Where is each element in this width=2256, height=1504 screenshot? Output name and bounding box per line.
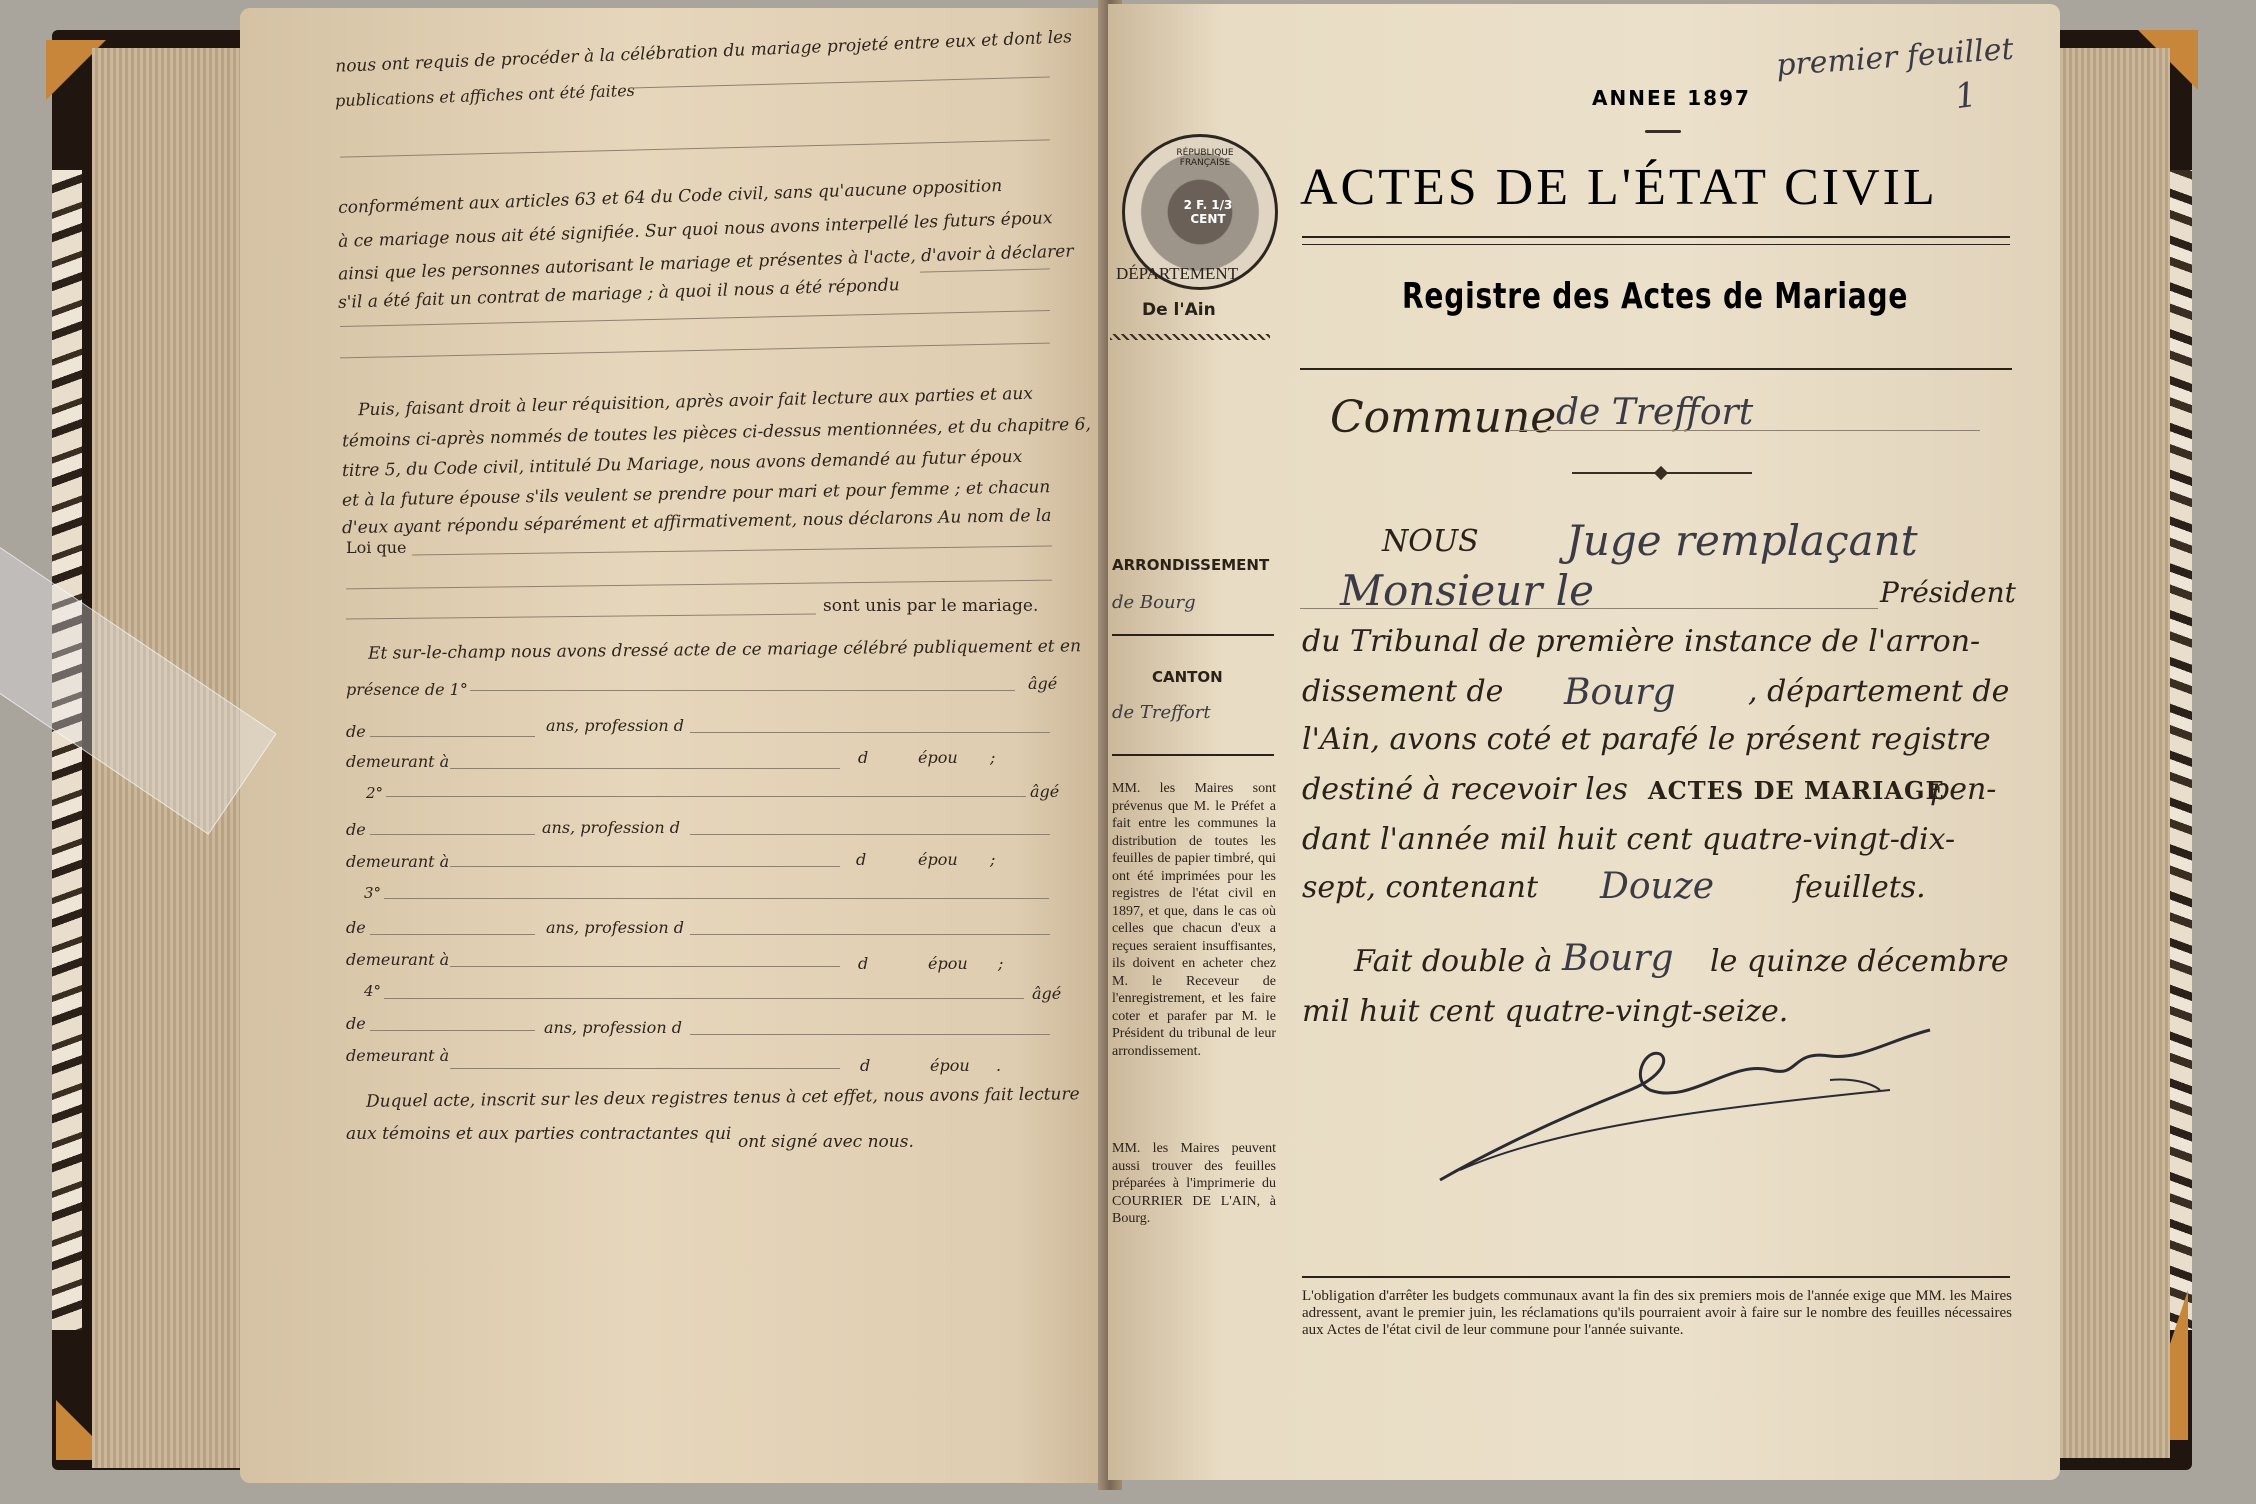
sidebar-note-prefets: MM. les Maires sont prévenus que M. le Préfet a fait entre les communes la distribution de toutes les feuilles de papier timbré, qui ont été imprimées pour les registres de l'état civil en 1897, et que, dans le cas où celles que chacun d'eux a reçues seraient insuffisantes, ils doivent en acheter chez M. le Receveur de l'enregistrement, et les faire coter et parafer par M. le Président du tribunal de leur arrondissement. <box>1112 781 1276 1059</box>
label-witness-3: 3° <box>364 884 382 902</box>
rule <box>450 866 840 867</box>
signature <box>1430 1020 1950 1200</box>
rule <box>1112 634 1274 636</box>
body-line4b: , département de <box>1748 674 2010 709</box>
year-heading: ANNEE 1897 <box>1592 86 1751 110</box>
handwritten-annotation: premier feuillet <box>1775 31 2015 84</box>
body-line6a: destiné à recevoir les <box>1302 772 1628 807</box>
body-line9a: Fait double à <box>1354 944 1553 979</box>
label-semicolon: ; <box>990 850 996 869</box>
label-d: d <box>858 954 869 973</box>
rule <box>450 966 840 967</box>
label-ans-profession: ans, profession d <box>546 918 684 937</box>
label-demeurant: demeurant à <box>346 1046 450 1065</box>
label-witness-2: 2° <box>366 784 384 802</box>
body-line4-handwritten: Bourg <box>1564 672 1676 713</box>
commune-label: Commune <box>1330 392 1557 443</box>
label-epou: épou <box>930 1056 970 1075</box>
stamp-zigzag <box>1110 334 1270 340</box>
body-line4a: dissement de <box>1302 674 1504 709</box>
rule <box>384 898 1049 899</box>
rule <box>690 1034 1050 1035</box>
left-line-7: Puis, faisant droit à leur réquisition, après avoir fait lecture aux parties et aux <box>357 383 1034 421</box>
label-period: . <box>996 1056 1002 1075</box>
body-line7: dant l'année mil huit cent quatre-vingt-dix- <box>1302 822 1956 857</box>
body-line8-handwritten: Douze <box>1600 866 1714 907</box>
page-edges-right <box>2060 48 2170 1458</box>
left-line-13: sont unis par le mariage. <box>823 596 1039 616</box>
body-line6b: ACTES DE MARIAGE <box>1648 776 1945 805</box>
label-d: d <box>860 1056 871 1075</box>
stamp-ring-text: RÉPUBLIQUE FRANÇAISE <box>1176 148 1234 168</box>
label-de: de <box>346 1014 366 1033</box>
label-age: âgé <box>1030 782 1060 801</box>
body-nous-handwritten: Juge remplaçant <box>1566 516 1918 565</box>
commune-value-handwritten: de Treffort <box>1556 392 1754 433</box>
stamp-dept-name: De l'Ain <box>1142 300 1216 320</box>
rule <box>384 998 1024 999</box>
label-semicolon: ; <box>990 748 996 767</box>
left-line-8: témoins ci-après nommés de toutes les pièces ci-dessus mentionnées, et du chapitre 6, <box>341 414 1092 452</box>
label-demeurant: demeurant à <box>346 752 450 771</box>
left-line-18: ont signé avec nous. <box>738 1132 914 1152</box>
label-demeurant: demeurant à <box>346 950 450 969</box>
rule <box>370 1030 535 1031</box>
left-line-16: Duquel acte, inscrit sur les deux registres tenus à cet effet, nous avons fait lecture <box>365 1084 1080 1112</box>
stamp-value: 2 F. 1/3 CENT <box>1183 198 1233 226</box>
canton-value: de Treffort <box>1112 702 1211 723</box>
rule <box>370 934 535 935</box>
label-d: d <box>856 850 867 869</box>
canton-label: CANTON <box>1152 668 1223 686</box>
page-title: ACTES DE L'ÉTAT CIVIL <box>1300 159 1938 216</box>
label-ans-profession: ans, profession d <box>546 716 684 735</box>
left-line-10: et à la future épouse s'ils veulent se prendre pour mari et pour femme ; et chacun <box>341 477 1051 511</box>
left-line-2: publications et affiches ont été faites <box>334 80 636 111</box>
arrondissement-value: de Bourg <box>1112 592 1196 613</box>
label-de: de <box>346 918 366 937</box>
rule <box>1112 754 1274 756</box>
body-line5: l'Ain, avons coté et parafé le présent registre <box>1302 722 1991 757</box>
rule <box>450 768 840 769</box>
register-subtitle: Registre des Actes de Mariage <box>1402 276 1909 317</box>
title-rule-2 <box>1302 244 2010 245</box>
label-epou: épou <box>928 954 968 973</box>
ornament-tilde <box>1645 130 1681 133</box>
label-demeurant: demeurant à <box>346 852 450 871</box>
label-de: de <box>346 722 366 741</box>
left-line-3: conformément aux articles 63 et 64 du Code civil, sans qu'aucune opposition <box>337 175 1003 219</box>
left-line-6: s'il a été fait un contrat de mariage ; à quoi il nous a été répondu <box>337 275 900 313</box>
left-line-12: Loi que <box>346 538 407 557</box>
body-line8b: feuillets. <box>1794 870 1926 905</box>
body-line6c: pen- <box>1930 772 1997 807</box>
stamp-department: DÉPARTEMENT <box>1116 264 1239 283</box>
label-age: âgé <box>1032 984 1062 1003</box>
rule <box>450 1068 840 1069</box>
left-line-14: Et sur-le-champ nous avons dressé acte de ce mariage célébré publiquement et en <box>367 636 1082 664</box>
handwritten-page-number: 1 <box>1952 74 1980 118</box>
body-line3: du Tribunal de première instance de l'arron- <box>1302 624 1981 659</box>
rule <box>1300 608 1878 609</box>
body-line2-handwritten: Monsieur le <box>1340 566 1594 615</box>
left-line-5: ainsi que les personnes autorisant le mariage et présentes à l'acte, d'avoir à déclarer <box>337 241 1074 285</box>
label-epou: épou <box>918 748 958 767</box>
sidebar-note-imprimerie: MM. les Maires peuvent aussi trouver des feuilles préparées à l'imprimerie du COURRIER DE L'AIN, à Bourg. <box>1112 1141 1276 1226</box>
label-ans-profession: ans, profession d <box>544 1018 682 1037</box>
subtitle-rule <box>1300 368 2012 370</box>
left-line-11: d'eux ayant répondu séparément et affirmativement, nous déclarons Au nom de la <box>341 505 1052 539</box>
left-line-4: à ce mariage nous ait été signifiée. Sur quoi nous avons interpellé les futurs époux <box>337 208 1053 252</box>
rule <box>690 934 1050 935</box>
left-line-15: présence de 1° <box>346 680 468 699</box>
rule <box>1510 430 1980 431</box>
body-line9b: le quinze décembre <box>1710 944 2009 979</box>
label-epou: épou <box>918 850 958 869</box>
body-president: Président <box>1880 576 2016 609</box>
body-line8a: sept, contenant <box>1302 870 1539 905</box>
left-line-17: aux témoins et aux parties contractantes qui <box>346 1124 732 1144</box>
body-nous: NOUS <box>1382 524 1479 559</box>
rule <box>470 690 1015 691</box>
left-line-9: titre 5, du Code civil, intitulé Du Mariage, nous avons demandé au futur époux <box>341 446 1023 482</box>
rule <box>370 736 535 737</box>
label-witness-4: 4° <box>364 982 382 1000</box>
body-line9-handwritten: Bourg <box>1562 938 1674 979</box>
title-rule <box>1302 236 2010 238</box>
rule <box>690 834 1050 835</box>
rule <box>386 796 1026 797</box>
rule <box>370 834 535 835</box>
footnote-rule <box>1302 1276 2010 1278</box>
left-line-1: nous ont requis de procéder à la célébration du mariage projeté entre eux et dont les <box>334 27 1073 77</box>
label-d: d <box>858 748 869 767</box>
label-ans-profession: ans, profession d <box>542 818 680 837</box>
footnote: L'obligation d'arrêter les budgets communaux avant la fin des six premiers mois de l'année exige que MM. les Maires adressent, avant le premier juin, les réclamations qu'ils pourraient avoir à faire sur le nombre des feuilles nécessaires aux Actes de l'état civil de leur commune pour l'année suivante. <box>1302 1288 2012 1338</box>
label-semicolon: ; <box>998 954 1004 973</box>
arrondissement-label: ARRONDISSEMENT <box>1112 556 1270 574</box>
marbled-edge-left <box>52 170 82 1330</box>
label-age: âgé <box>1028 674 1058 693</box>
label-de: de <box>346 820 366 839</box>
body-line10: mil huit cent quatre-vingt-seize. <box>1302 994 1789 1029</box>
rule <box>690 732 1050 733</box>
